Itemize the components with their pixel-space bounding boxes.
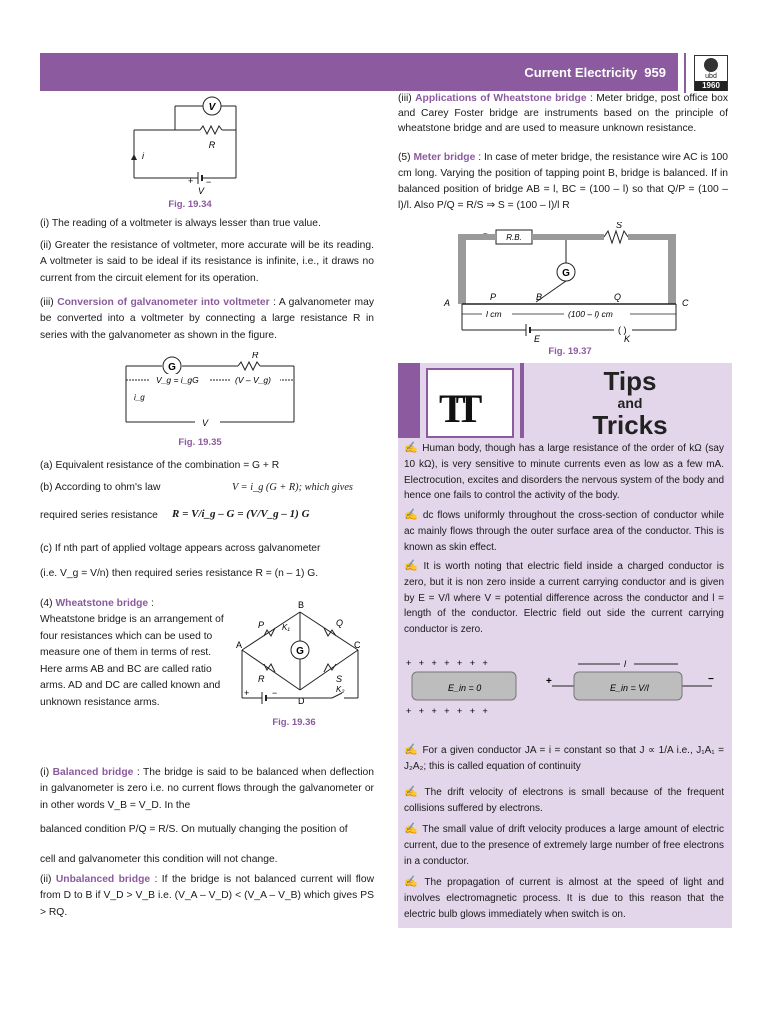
svg-text:−: − — [708, 674, 714, 685]
svg-text:Q: Q — [614, 292, 622, 302]
para-voltmeter-ii: (ii) Greater the resistance of voltmeter, more accurate will be its reading. A voltmeter is said to be ideal if its resistance is infinite, i.e., it draws no current from the circuit element for its operation. — [40, 240, 374, 284]
svg-text:E_in = V/l: E_in = V/l — [610, 683, 649, 693]
pen-icon: ✍ — [404, 442, 419, 454]
tt-logo-icon: TT — [428, 370, 512, 436]
page-header — [40, 53, 678, 91]
svg-text:A: A — [236, 640, 243, 650]
svg-text:(100 – l) cm: (100 – l) cm — [568, 309, 613, 319]
para-required-resistance: required series resistance — [40, 510, 158, 521]
svg-text:+: + — [546, 676, 552, 687]
pen-icon: ✍ — [404, 876, 421, 888]
running-title: Current Electricity 959 — [524, 65, 666, 80]
svg-text:( ): ( ) — [618, 325, 627, 335]
svg-text:+ + + + + + +: + + + + + + + — [406, 658, 488, 668]
para-conversion: (iii) Conversion of galvanometer into voltmeter : A galvanometer may be converted into a voltmeter by connecting a large resistance R in series with the galvanometer as shown in the figure. — [40, 297, 374, 341]
pen-icon: ✍ — [404, 744, 419, 756]
svg-text:E_in = 0: E_in = 0 — [448, 683, 482, 693]
svg-text:V: V — [202, 418, 209, 428]
svg-text:P: P — [490, 292, 497, 302]
pen-icon: ✍ — [404, 509, 419, 521]
svg-text:i_g: i_g — [134, 393, 145, 402]
para-wheatstone-bridge: (4) Wheatstone bridge : Wheatstone bridge is an arrangement of four resistances which can be used to measure one of them in terms of rest. Here arms AB and BC are called ratio arms. AD and DC are called known and unknown resistance arms. — [40, 598, 224, 708]
svg-text:R: R — [208, 140, 216, 150]
tip-propagation: ✍ The propagation of current is almost at the speed of light and involves electromagnetic process. It is due to this reason that the electric bulb glows immediately when switch is on. — [404, 876, 724, 920]
fig-19-36-caption: Fig. 19.36 — [272, 717, 316, 728]
svg-text:G: G — [562, 268, 570, 279]
para-unbalanced-bridge: (ii) Unbalanced bridge : If the bridge is not balanced current will flow from D to B if V_D > V_B i.e. (V_A – V_D) < (V_A – V_B) which gives PS > RQ. — [40, 874, 375, 918]
svg-text:+: + — [244, 688, 250, 698]
svg-text:l: l — [624, 659, 626, 669]
svg-text:D: D — [298, 696, 305, 706]
svg-text:P: P — [258, 620, 265, 630]
svg-text:−: − — [206, 177, 212, 187]
svg-text:S: S — [616, 222, 623, 230]
figure-19-35 — [120, 352, 300, 434]
svg-text:G: G — [296, 646, 304, 657]
figure-19-34 — [120, 96, 250, 196]
tip-electric-current: ✍ The small value of drift velocity produces a large amount of electric current, due to the presence of extremely large number of free electrons in a conductor. — [404, 823, 724, 867]
eq-required-resistance: R = V/i_g – G = (V/V_g – 1) G — [172, 508, 310, 520]
tip-continuity: ✍ For a given conductor JA = i = constant so that J ∝ 1/A i.e., J₁A₁ = J₂A₂; this is called equation of continuity — [404, 744, 724, 773]
pen-icon: ✍ — [404, 823, 419, 835]
publisher-logo: ubd 1960 — [684, 53, 728, 93]
svg-text:V_g = i_gG: V_g = i_gG — [156, 375, 199, 385]
tip-skin-effect: ✍ dc flows uniformly throughout the cross-section of conductor while ac mainly flows through the outer surface area of the conductor. This is known as skin effect. — [404, 509, 725, 553]
para-applications: (iii) Applications of Wheatstone bridge : Meter bridge, post office box and Carey Foster bridge are instruments based on the principle of wheatstone bridge and are used to measure unknown resistance. — [398, 93, 729, 134]
fig-19-34-caption: Fig. 19.34 — [168, 199, 212, 210]
para-equivalent-resistance: (a) Equivalent resistance of the combination = G + R — [40, 460, 280, 471]
para-ohms-law-eq: V = i_g (G + R); which gives — [232, 482, 353, 493]
tip-drift-velocity: ✍ The drift velocity of electrons is small because of the frequent collisions suffered by electrons. — [404, 786, 725, 815]
svg-text:R: R — [258, 674, 265, 684]
svg-text:C: C — [682, 298, 689, 308]
svg-text:B: B — [298, 600, 305, 610]
svg-text:A: A — [444, 298, 451, 308]
para-nth-part-eq: (i.e. V_g = V/n) then required series resistance R = (n – 1) G. — [40, 568, 319, 579]
fig-19-37-caption: Fig. 19.37 — [548, 346, 592, 357]
tip-human-body: ✍ Human body, though has a large resistance of the order of kΩ (say 10 kΩ), is very sensitive to minute currents even as low as a few mA. Electrocution, excites and disorders the nervous system of the body and hence one fails to control the activity of the body. — [404, 442, 724, 502]
svg-text:Q: Q — [336, 618, 344, 628]
svg-text:K₂: K₂ — [336, 685, 345, 694]
pen-icon: ✍ — [404, 560, 420, 572]
tip-electric-field: ✍ It is worth noting that electric field inside a charged conductor is zero, but it is non zero inside a current carrying conductor and is given by E = V/l where V = potential difference across the conductor and l = length of the conductor. Electric field out side the current carrying conductor is zero. — [404, 560, 724, 635]
svg-text:V: V — [198, 186, 205, 196]
svg-text:i: i — [142, 151, 144, 161]
svg-text:V: V — [208, 102, 216, 113]
svg-text:−: − — [272, 688, 278, 698]
svg-text:+ + + + + + +: + + + + + + + — [406, 706, 488, 716]
svg-text:(V – V_g): (V – V_g) — [235, 375, 271, 385]
para-balanced-condition: balanced condition P/Q = R/S. On mutually changing the position of — [40, 824, 348, 835]
pen-icon: ✍ — [404, 786, 421, 798]
svg-text:R.B.: R.B. — [506, 233, 522, 242]
svg-text:S: S — [336, 674, 343, 684]
para-voltmeter-i: (i) The reading of a voltmeter is always lesser than true value. — [40, 218, 321, 229]
conductor-diagram — [402, 658, 726, 716]
tips-divider — [520, 363, 524, 438]
svg-text:G: G — [168, 362, 176, 373]
para-balanced-end: cell and galvanometer this condition will not change. — [40, 854, 278, 865]
svg-text:B: B — [536, 292, 543, 302]
tips-title: Tips and Tricks — [592, 366, 668, 440]
fig-19-35-caption: Fig. 19.35 — [178, 437, 222, 448]
svg-text:+: + — [188, 176, 194, 186]
para-nth-part: (c) If nth part of applied voltage appears across galvanometer — [40, 543, 321, 554]
para-meter-bridge: (5) Meter bridge : In case of meter bridge, the resistance wire AC is 100 cm long. Varying the position of tapping point B, bridge is balanced. If in balanced position of bridge AB = l, BC = (100 – l) so that Q/P = (100 – l)/l. Also P/Q = R/S ⇒ S = (100 – l)/l R — [398, 152, 729, 211]
svg-text:K: K — [624, 334, 631, 344]
svg-text:E: E — [534, 334, 541, 344]
tips-strip — [398, 363, 420, 438]
svg-text:K₁: K₁ — [282, 623, 290, 632]
svg-text:C: C — [354, 640, 361, 650]
figure-19-36 — [232, 598, 372, 718]
svg-text:R: R — [252, 352, 259, 360]
para-ohms-law: (b) According to ohm's law — [40, 482, 161, 493]
figure-19-37 — [436, 222, 706, 344]
svg-text:l cm: l cm — [486, 309, 502, 319]
para-balanced-bridge: (i) Balanced bridge : The bridge is said to be balanced when deflection in galvanometer is zero i.e. no current flows through the galvanometer or in other words V_B = V_D. In the — [40, 767, 374, 811]
